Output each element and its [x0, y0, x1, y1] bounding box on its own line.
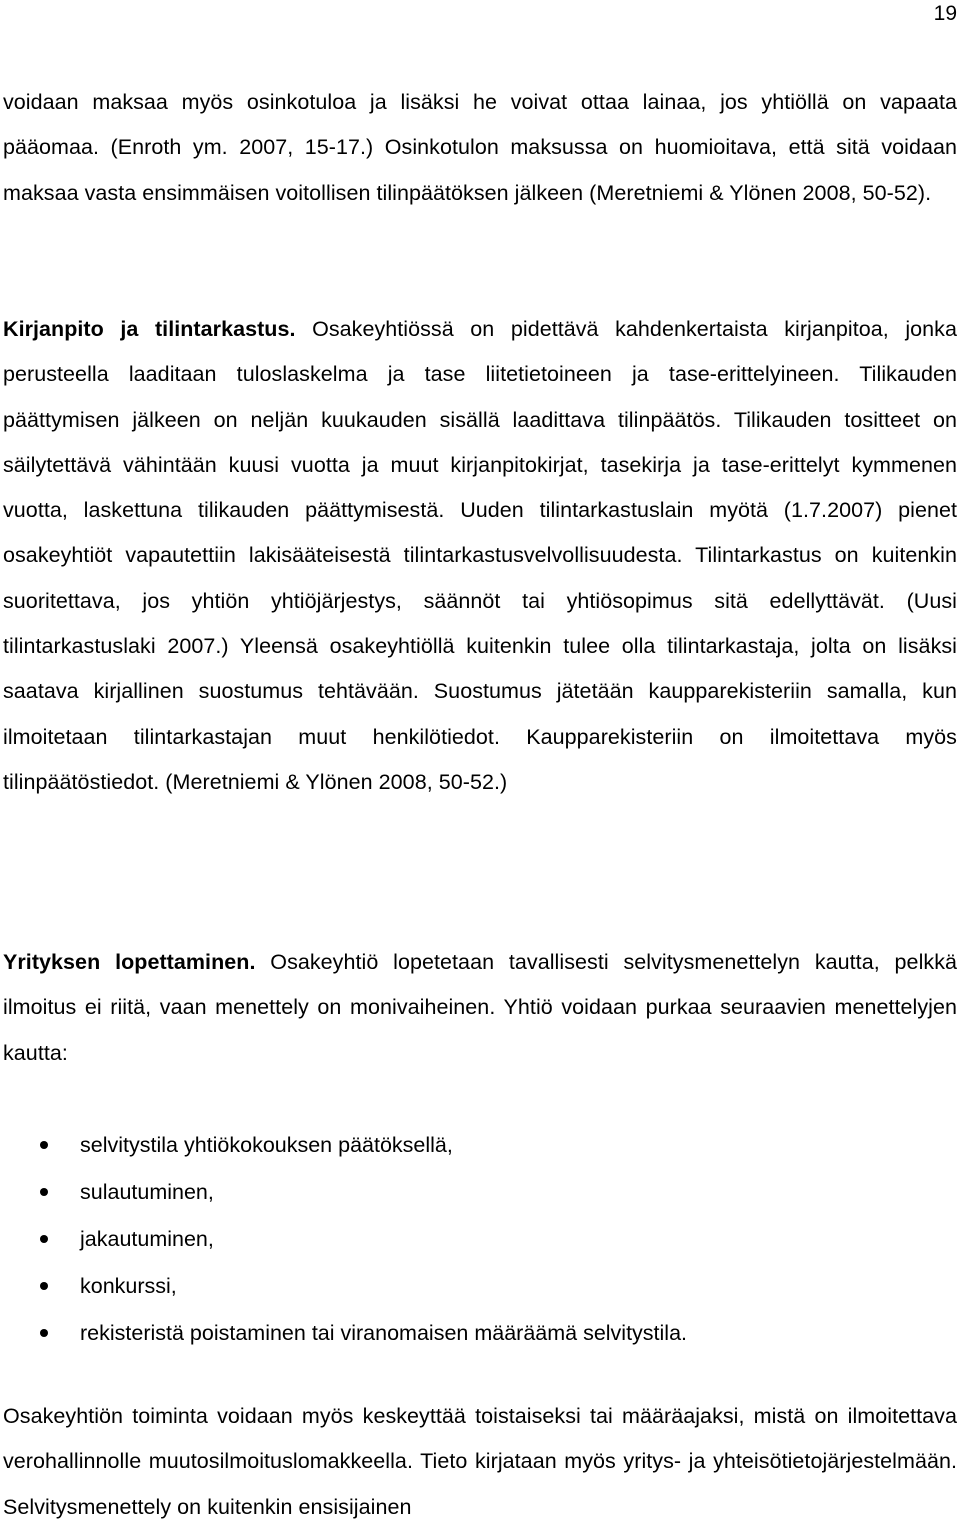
bullet-icon	[40, 1188, 48, 1196]
list-item-text: rekisteristä poistaminen tai viranomaisen määräämä selvitystila.	[80, 1321, 688, 1345]
paragraph-suspension	[3, 1394, 957, 1530]
section-heading-closing: Yrityksen lopettaminen.	[3, 950, 256, 974]
bullet-icon	[40, 1235, 48, 1243]
list-item-text: jakautuminen,	[80, 1227, 214, 1251]
paragraph-text: Osakeyhtiön toiminta voidaan myös keskeyttää toistaiseksi tai määräajaksi, mistä on ilmoitettava verohallinnolle muutosilmoituslomakkeella. Tieto kirjataan myös yritys- ja yhteisötietojärjestelmään. Selvitysmenettely on kuitenkin ensisijainen	[3, 1404, 957, 1519]
list-item-text: konkurssi,	[80, 1274, 177, 1298]
list-item	[0, 1122, 960, 1169]
bullet-icon	[40, 1329, 48, 1337]
list-item	[0, 1169, 960, 1216]
paragraph-closing-business	[3, 940, 957, 1076]
section-heading-accounting: Kirjanpito ja tilintarkastus.	[3, 317, 296, 341]
paragraph-text: Osakeyhtiössä on pidettävä kahdenkertaista kirjanpitoa, jonka perusteella laaditaan tuloslaskelma ja tase liitetietoineen ja tase-erittelyineen. Tilikauden päättymisen jälkeen on neljän kuukauden sisällä laadittava tilinpäätös. Tilikauden tositteet on säilytettävä vähintään kuusi vuotta ja muut kirjanpitokirjat, tasekirja ja tase-erittelyt kymmenen vuotta, laskettuna tilikauden päättymisestä. Uuden tilintarkastuslain myötä (1.7.2007) pienet osakeyhtiöt vapautettiin lakisääteisestä tilintarkastusvelvollisuudesta. Tilintarkastus on kuitenkin suoritettava, jos yhtiön yhtiöjärjestys, säännöt tai yhtiösopimus sitä edellyttävät. (Uusi tilintarkastuslaki 2007.) Yleensä osakeyhtiöllä kuitenkin tulee olla tilintarkastaja, jolta on lisäksi saatava kirjallinen suostumus tehtävään. Suostumus jätetään kaupparekisteriin samalla, kun ilmoitetaan tilintarkastajan muut henkilötiedot. Kaupparekisteriin on ilmoitettava myös tilinpäätöstiedot. (Meretniemi & Ylönen 2008, 50-52.)	[3, 317, 957, 794]
paragraph-accounting-audit	[3, 307, 957, 805]
list-item	[0, 1310, 960, 1357]
paragraph-dividends	[3, 80, 957, 216]
list-item	[0, 1216, 960, 1263]
bullet-icon	[40, 1282, 48, 1290]
list-item	[0, 1263, 960, 1310]
page-number: 19	[933, 2, 957, 25]
list-item-text: sulautuminen,	[80, 1180, 214, 1204]
paragraph-text: Osakeyhtiö lopetetaan tavallisesti selvitysmenettelyn kautta, pelkkä ilmoitus ei riitä, vaan menettely on monivaiheinen. Yhtiö voidaan purkaa seuraavien menettelyjen kautta:	[3, 950, 957, 1065]
dissolution-methods-list	[0, 1122, 960, 1357]
bullet-icon	[40, 1141, 48, 1149]
paragraph-text: voidaan maksaa myös osinkotuloa ja lisäksi he voivat ottaa lainaa, jos yhtiöllä on vapaata pääomaa. (Enroth ym. 2007, 15-17.) Osinkotulon maksussa on huomioitava, että sitä voidaan maksaa vasta ensimmäisen voitollisen tilinpäätöksen jälkeen (Meretniemi & Ylönen 2008, 50-52).	[3, 90, 957, 205]
list-item-text: selvitystila yhtiökokouksen päätöksellä,	[80, 1133, 453, 1157]
